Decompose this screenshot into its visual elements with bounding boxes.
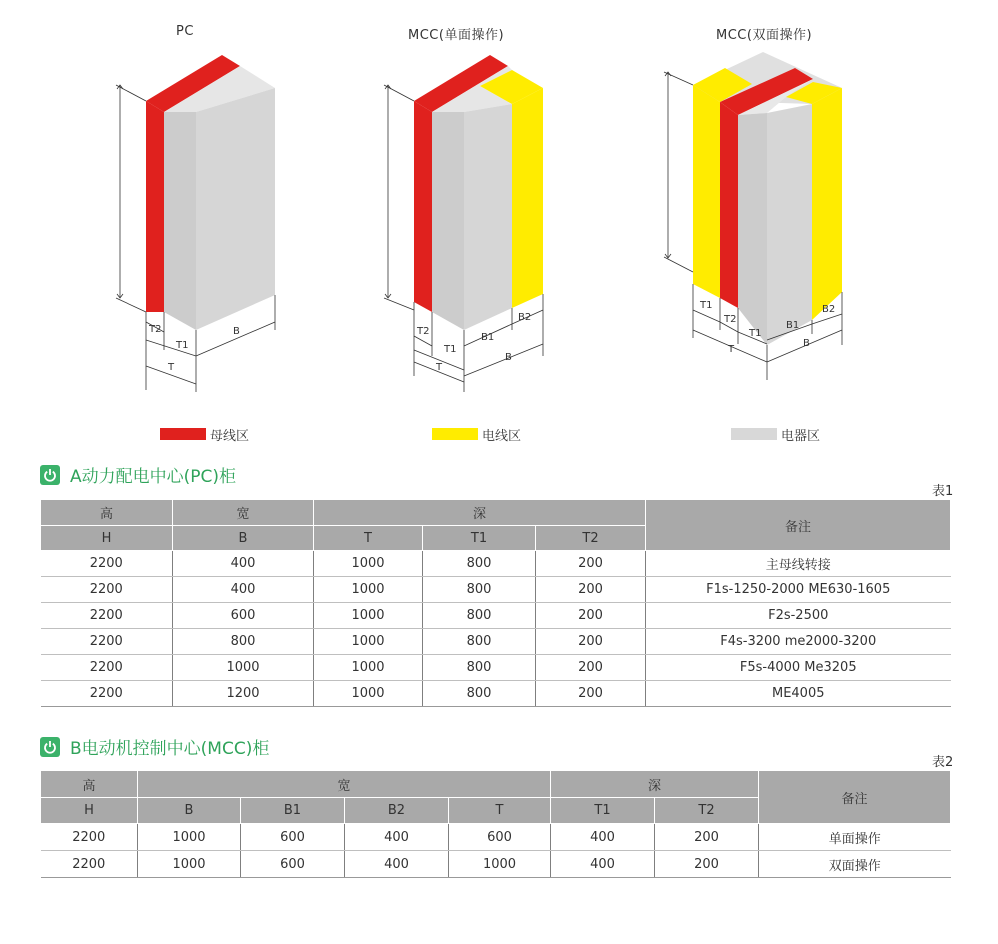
pc-label-t2: T2 bbox=[149, 324, 162, 335]
table2-header-height: 高 bbox=[41, 771, 138, 798]
table-cell: 800 bbox=[423, 551, 536, 577]
table-cell: 2200 bbox=[41, 629, 173, 655]
mcc2-side-red bbox=[720, 102, 738, 308]
table-cell: 600 bbox=[449, 824, 551, 851]
table-row bbox=[41, 824, 951, 851]
table-cell: 单面操作 bbox=[759, 824, 951, 851]
mcc1-side-gray bbox=[432, 112, 464, 330]
table-cell: 200 bbox=[536, 577, 646, 603]
table-cell: 主母线转接 bbox=[646, 551, 951, 577]
section-b-title: B电动机控制中心(MCC)柜 bbox=[70, 739, 270, 759]
mcc1-label-t2: T2 bbox=[417, 326, 430, 337]
table-cell: 双面操作 bbox=[759, 851, 951, 878]
table-cell: 2200 bbox=[41, 824, 138, 851]
diagram-title-mcc-single: MCC(单面操作) bbox=[408, 28, 505, 43]
table-cell: 1000 bbox=[314, 577, 423, 603]
pc-side-gray bbox=[164, 112, 196, 330]
table-row bbox=[41, 603, 951, 629]
table1-subheader-t1: T1 bbox=[423, 526, 536, 551]
table-cell: 200 bbox=[536, 551, 646, 577]
table-cell: 200 bbox=[655, 824, 759, 851]
table-cell: 600 bbox=[173, 603, 314, 629]
table-cell: 600 bbox=[241, 851, 345, 878]
legend-busbar bbox=[160, 426, 249, 442]
table-row bbox=[41, 629, 951, 655]
table-row bbox=[41, 551, 951, 577]
table-cell: 400 bbox=[173, 551, 314, 577]
table2-subheader-b: B bbox=[138, 798, 241, 824]
table-cell: 200 bbox=[536, 603, 646, 629]
table-cell: 400 bbox=[551, 824, 655, 851]
mcc2-front-yellow bbox=[812, 88, 842, 320]
table1-header-depth: 深 bbox=[314, 500, 646, 526]
table-cell: 800 bbox=[423, 603, 536, 629]
table-cell: 1000 bbox=[138, 824, 241, 851]
table-cell: 1000 bbox=[314, 629, 423, 655]
pc-cabinet-diagram bbox=[116, 55, 275, 392]
table-cell: 1000 bbox=[138, 851, 241, 878]
mcc1-label-b2: B2 bbox=[518, 312, 532, 323]
table-cell: 200 bbox=[536, 629, 646, 655]
legend-label-busbar: 母线区 bbox=[210, 428, 250, 444]
mcc-double-cabinet-diagram bbox=[664, 52, 842, 380]
mcc2-front-gray bbox=[767, 104, 812, 345]
legend-swatch-gray bbox=[731, 428, 777, 440]
table1-header-notes: 备注 bbox=[646, 500, 951, 551]
mcc1-front-gray bbox=[464, 104, 512, 330]
table2-header-depth: 深 bbox=[551, 771, 759, 798]
table-row bbox=[41, 851, 951, 878]
mcc2-label-t2: T2 bbox=[724, 314, 737, 325]
legend-cable bbox=[432, 426, 521, 442]
table-cell: 200 bbox=[655, 851, 759, 878]
table-row bbox=[41, 577, 951, 603]
cabinet-diagrams bbox=[0, 0, 998, 400]
table-cell: 800 bbox=[423, 655, 536, 681]
table-row bbox=[41, 681, 951, 707]
table-cell: 800 bbox=[423, 577, 536, 603]
mcc1-label-t: T bbox=[436, 362, 443, 373]
pc-front-gray bbox=[196, 88, 275, 330]
table-cell: 200 bbox=[536, 681, 646, 707]
table1-subheader-b: B bbox=[173, 526, 314, 551]
power-icon bbox=[40, 465, 60, 485]
table-cell: F5s-4000 Me3205 bbox=[646, 655, 951, 681]
table2-subheader-h: H bbox=[41, 798, 138, 824]
pc-side-red bbox=[146, 101, 164, 312]
table-cell: F1s-1250-2000 ME630-1605 bbox=[646, 577, 951, 603]
mcc-single-cabinet-diagram bbox=[384, 55, 543, 392]
table-cell: 600 bbox=[241, 824, 345, 851]
table2-subheader-b1: B1 bbox=[241, 798, 345, 824]
mcc2-label-b: B bbox=[803, 338, 810, 349]
section-a-title: A动力配电中心(PC)柜 bbox=[70, 467, 237, 487]
table-cell: 400 bbox=[345, 851, 449, 878]
table-cell: 1000 bbox=[314, 551, 423, 577]
table-cell: 400 bbox=[345, 824, 449, 851]
table-cell: 2200 bbox=[41, 681, 173, 707]
table2-subheader-t2: T2 bbox=[655, 798, 759, 824]
section-a-heading bbox=[40, 462, 236, 487]
table2-number: 表2 bbox=[932, 755, 954, 770]
table-cell: 2200 bbox=[41, 577, 173, 603]
table2-subheader-t1: T1 bbox=[551, 798, 655, 824]
mcc1-side-red bbox=[414, 101, 432, 312]
table2-subheader-t: T bbox=[449, 798, 551, 824]
table-cell: 2200 bbox=[41, 851, 138, 878]
mcc1-front-yellow bbox=[512, 88, 543, 308]
pc-label-t: T bbox=[168, 362, 175, 373]
table-cell: 400 bbox=[173, 577, 314, 603]
pc-label-t1: T1 bbox=[176, 340, 189, 351]
diagram-title-mcc-double: MCC(双面操作) bbox=[716, 28, 813, 43]
table1-number: 表1 bbox=[932, 484, 954, 499]
table2-header-width: 宽 bbox=[138, 771, 551, 798]
section-b-heading bbox=[40, 734, 269, 759]
mcc2-label-b1: B1 bbox=[786, 320, 800, 331]
table-cell: 1000 bbox=[314, 681, 423, 707]
table1 bbox=[40, 499, 951, 707]
table2-subheader-b2: B2 bbox=[345, 798, 449, 824]
legend-device bbox=[731, 426, 820, 442]
table-cell: F2s-2500 bbox=[646, 603, 951, 629]
table1-header-height: 高 bbox=[41, 500, 173, 526]
legend-label-cable: 电线区 bbox=[482, 428, 522, 444]
mcc2-side-gray bbox=[738, 113, 767, 345]
table-cell: 1000 bbox=[449, 851, 551, 878]
legend-label-device: 电器区 bbox=[781, 428, 821, 444]
power-icon bbox=[40, 737, 60, 757]
table2 bbox=[40, 770, 951, 878]
diagram-title-pc: PC bbox=[176, 24, 194, 39]
table-cell: 2200 bbox=[41, 551, 173, 577]
table1-subheader-t2: T2 bbox=[536, 526, 646, 551]
table-cell: 1200 bbox=[173, 681, 314, 707]
table-cell: 2200 bbox=[41, 603, 173, 629]
table-cell: 200 bbox=[536, 655, 646, 681]
mcc2-side-yellow bbox=[693, 85, 720, 298]
table-cell: F4s-3200 me2000-3200 bbox=[646, 629, 951, 655]
table-cell: 800 bbox=[423, 681, 536, 707]
table-cell: 1000 bbox=[173, 655, 314, 681]
table-cell: 800 bbox=[173, 629, 314, 655]
mcc1-label-b: B bbox=[505, 352, 512, 363]
legend-swatch-yellow bbox=[432, 428, 478, 440]
table-cell: 1000 bbox=[314, 603, 423, 629]
table-cell: 400 bbox=[551, 851, 655, 878]
mcc2-label-t: T bbox=[728, 344, 735, 355]
table-cell: ME4005 bbox=[646, 681, 951, 707]
legend-swatch-red bbox=[160, 428, 206, 440]
table2-header-notes: 备注 bbox=[759, 771, 951, 824]
table-row bbox=[41, 655, 951, 681]
table-cell: 800 bbox=[423, 629, 536, 655]
mcc2-label-t1-right: T1 bbox=[749, 328, 762, 339]
mcc1-label-b1: B1 bbox=[481, 332, 495, 343]
table1-subheader-t: T bbox=[314, 526, 423, 551]
pc-label-b: B bbox=[233, 326, 240, 337]
table1-header-width: 宽 bbox=[173, 500, 314, 526]
mcc2-label-b2: B2 bbox=[822, 304, 836, 315]
mcc2-label-t1-left: T1 bbox=[700, 300, 713, 311]
table-cell: 2200 bbox=[41, 655, 173, 681]
mcc1-label-t1: T1 bbox=[444, 344, 457, 355]
table1-subheader-h: H bbox=[41, 526, 173, 551]
table-cell: 1000 bbox=[314, 655, 423, 681]
